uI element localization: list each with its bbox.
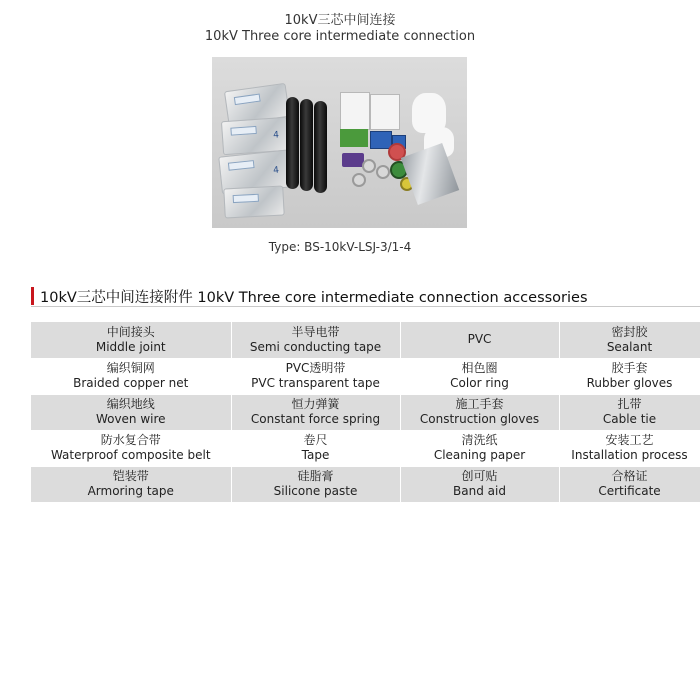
cell-label-english: Tape [301,448,330,462]
spring-ring [352,173,366,187]
purple-tape [342,153,364,167]
table-cell [31,430,231,466]
table-cell [231,394,400,430]
cell-label-chinese: 硅脂膏 [297,469,334,483]
table-cell [559,322,700,358]
table-cell [231,358,400,394]
table-cell [31,358,231,394]
table-cell [559,394,700,430]
cell-label-english: Color ring [450,376,509,390]
cell-label-chinese: 半导电带 [291,324,340,339]
kit-box [370,94,400,130]
table-cell [559,430,700,466]
cell-label-chinese: 创可贴 [461,469,498,483]
product-type: Type: BS-10kV-LSJ-3/1-4 [268,240,412,254]
cell-label-chinese: 合格证 [611,469,648,483]
cell-label-chinese: 清洗纸 [461,433,498,447]
cell-label-chinese: 安装工艺 [605,433,654,447]
table-row [31,358,700,394]
cold-shrink-tube [300,99,313,191]
cell-label-english: Braided copper net [73,376,189,390]
foil-bag [223,185,284,218]
cell-label-chinese: 施工手套 [455,397,504,411]
table-cell [231,466,400,502]
cell-label-chinese: 相色圈 [461,361,498,375]
table-cell [31,394,231,430]
cell-label-chinese: 卷尺 [303,433,328,447]
bag-number: 4 [272,130,280,141]
cell-label-chinese: 胶手套 [611,361,648,375]
table-cell [400,394,559,430]
cell-label-english: PVC transparent tape [251,376,380,390]
accessories-table [31,322,700,503]
page-title-english: 10kV Three core intermediate connection [204,29,476,44]
bag-number: 4 [272,165,280,177]
section-header [31,287,588,305]
table-cell [31,322,231,358]
table-cell [400,430,559,466]
cell-label-english: Band aid [453,484,506,498]
cell-label-english: Rubber gloves [586,376,673,390]
cell-label-english: Silicone paste [273,484,358,498]
section-accent-bar [31,287,34,305]
table-cell [400,358,559,394]
cell-label-chinese: PVC透明带 [285,361,346,375]
cell-label-chinese: 编织铜网 [106,361,155,375]
cell-label-english: Cleaning paper [433,448,526,462]
spring-ring [376,165,390,179]
page-title-chinese: 10kV三芯中间连接 [284,13,396,28]
product-photo [212,57,467,228]
cold-shrink-tube [286,97,299,189]
table-cell [231,322,400,358]
table-row [31,430,700,466]
cell-label-english: Waterproof composite belt [50,448,211,462]
cell-label-english: Sealant [606,339,653,354]
cell-label-chinese: 恒力弹簧 [291,397,340,411]
cell-label-chinese: 铠装带 [112,469,149,483]
cell-label-english: Installation process [571,448,688,462]
cell-label-chinese: 密封胶 [611,324,648,339]
cell-label-english: Constant force spring [250,412,381,426]
cell-label-chinese: PVC [467,332,492,347]
kit-box [340,92,370,130]
section-title: 10kV三芯中间连接附件 10kV Three core intermediate connection accessories [40,289,588,306]
cell-label-english: Woven wire [95,412,166,426]
cell-label-chinese: 扎带 [617,397,642,411]
table-cell [400,466,559,502]
cell-label-english: Cable tie [602,412,657,426]
table-cell [31,466,231,502]
table-row [31,466,700,502]
table-cell [559,466,700,502]
cell-label-english: Semi conducting tape [249,339,382,354]
cell-label-english: Armoring tape [87,484,174,498]
cell-label-chinese: 防水复合带 [100,433,161,447]
table-cell [559,358,700,394]
table-cell [400,322,559,358]
cell-label-chinese: 中间接头 [106,324,155,339]
table-row [31,394,700,430]
table-cell [231,430,400,466]
table-row [31,322,700,358]
spring-ring [362,159,376,173]
cell-label-english: Construction gloves [419,412,540,426]
cold-shrink-tube [314,101,327,193]
cell-label-chinese: 编织地线 [106,397,155,411]
section-divider [31,306,700,307]
cell-label-english: Certificate [598,484,661,498]
green-box [340,129,368,147]
cell-label-english: Middle joint [95,339,166,354]
